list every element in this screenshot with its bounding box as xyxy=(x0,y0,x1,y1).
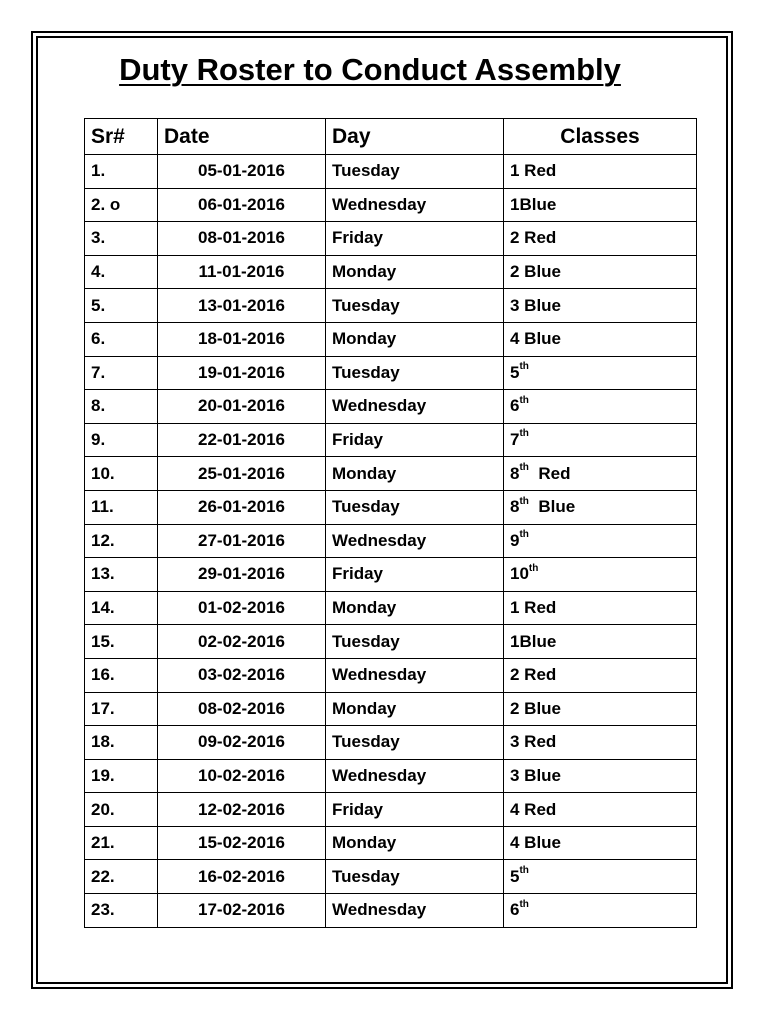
class-label: 4 Red xyxy=(510,799,557,819)
column-header-sr: Sr# xyxy=(85,119,158,155)
cell-date: 29-01-2016 xyxy=(158,558,326,592)
cell-classes xyxy=(504,390,697,424)
cell-day: Monday xyxy=(326,692,504,726)
cell-day: Monday xyxy=(326,322,504,356)
cell-date: 12-02-2016 xyxy=(158,793,326,827)
cell-day: Monday xyxy=(326,591,504,625)
class-label: 10 xyxy=(510,564,529,584)
class-label: 8 xyxy=(510,463,520,483)
cell-sr: 19. xyxy=(85,759,158,793)
class-label: 6 xyxy=(510,396,520,416)
cell-classes xyxy=(504,524,697,558)
cell-sr: 17. xyxy=(85,692,158,726)
class-label: 3 Blue xyxy=(510,295,562,315)
cell-date: 18-01-2016 xyxy=(158,322,326,356)
cell-classes xyxy=(504,322,697,356)
class-label: 5 xyxy=(510,362,520,382)
cell-sr: 22. xyxy=(85,860,158,894)
page-title: Duty Roster to Conduct Assembly xyxy=(119,52,621,87)
cell-day: Wednesday xyxy=(326,188,504,222)
column-header-day: Day xyxy=(326,119,504,155)
table-header-row xyxy=(85,119,697,155)
cell-date: 10-02-2016 xyxy=(158,759,326,793)
class-label: 8 xyxy=(510,497,520,517)
cell-date: 09-02-2016 xyxy=(158,726,326,760)
cell-day: Friday xyxy=(326,793,504,827)
cell-classes xyxy=(504,860,697,894)
cell-day: Wednesday xyxy=(326,894,504,928)
class-ordinal-suffix: th xyxy=(528,562,539,574)
cell-day: Friday xyxy=(326,222,504,256)
class-color-label: Blue xyxy=(538,497,576,517)
cell-day: Friday xyxy=(326,558,504,592)
table-row xyxy=(85,558,697,592)
table-row xyxy=(85,726,697,760)
cell-classes xyxy=(504,289,697,323)
duty-roster-table xyxy=(84,118,697,928)
cell-classes xyxy=(504,826,697,860)
cell-date: 15-02-2016 xyxy=(158,826,326,860)
cell-classes xyxy=(504,625,697,659)
column-header-date: Date xyxy=(158,119,326,155)
cell-day: Tuesday xyxy=(326,289,504,323)
cell-classes xyxy=(504,658,697,692)
cell-day: Wednesday xyxy=(326,759,504,793)
table-row xyxy=(85,457,697,491)
table-row xyxy=(85,222,697,256)
cell-classes xyxy=(504,490,697,524)
cell-day: Monday xyxy=(326,255,504,289)
class-color-label: Red xyxy=(538,463,571,483)
class-label: 4 Blue xyxy=(510,833,562,853)
class-label: 2 Blue xyxy=(510,698,562,718)
table-row xyxy=(85,591,697,625)
table-row xyxy=(85,390,697,424)
cell-sr: 18. xyxy=(85,726,158,760)
cell-classes xyxy=(504,255,697,289)
cell-day: Tuesday xyxy=(326,860,504,894)
class-label: 6 xyxy=(510,900,520,920)
cell-day: Wednesday xyxy=(326,390,504,424)
table-row xyxy=(85,356,697,390)
cell-date: 19-01-2016 xyxy=(158,356,326,390)
class-label: 1Blue xyxy=(510,631,557,651)
cell-day: Wednesday xyxy=(326,524,504,558)
class-label: 3 Red xyxy=(510,732,557,752)
cell-sr: 10. xyxy=(85,457,158,491)
class-ordinal-suffix: th xyxy=(519,361,529,373)
cell-date: 13-01-2016 xyxy=(158,289,326,323)
cell-day: Tuesday xyxy=(326,490,504,524)
cell-date: 27-01-2016 xyxy=(158,524,326,558)
cell-day: Monday xyxy=(326,826,504,860)
table-row xyxy=(85,826,697,860)
cell-day: Friday xyxy=(326,423,504,457)
cell-classes xyxy=(504,726,697,760)
cell-sr: 1. xyxy=(85,155,158,189)
cell-sr: 4. xyxy=(85,255,158,289)
class-label: 1Blue xyxy=(510,194,557,214)
cell-classes xyxy=(504,222,697,256)
cell-classes xyxy=(504,558,697,592)
cell-day: Monday xyxy=(326,457,504,491)
class-label: 2 Blue xyxy=(510,262,562,282)
class-ordinal-suffix: th xyxy=(519,495,529,507)
class-ordinal-suffix: th xyxy=(519,428,529,440)
table-row xyxy=(85,490,697,524)
class-ordinal-suffix: th xyxy=(519,865,529,877)
cell-date: 01-02-2016 xyxy=(158,591,326,625)
cell-sr: 5. xyxy=(85,289,158,323)
cell-date: 08-01-2016 xyxy=(158,222,326,256)
cell-sr: 15. xyxy=(85,625,158,659)
table-row xyxy=(85,289,697,323)
cell-date: 16-02-2016 xyxy=(158,860,326,894)
cell-date: 17-02-2016 xyxy=(158,894,326,928)
cell-day: Tuesday xyxy=(326,155,504,189)
table-row xyxy=(85,793,697,827)
cell-date: 02-02-2016 xyxy=(158,625,326,659)
class-ordinal-suffix: th xyxy=(519,529,529,541)
table-row xyxy=(85,188,697,222)
cell-sr: 12. xyxy=(85,524,158,558)
class-label: 1 Red xyxy=(510,161,557,181)
cell-classes xyxy=(504,356,697,390)
cell-classes xyxy=(504,692,697,726)
class-label: 4 Blue xyxy=(510,329,562,349)
cell-sr: 13. xyxy=(85,558,158,592)
table-row xyxy=(85,692,697,726)
cell-date: 05-01-2016 xyxy=(158,155,326,189)
class-ordinal-suffix: th xyxy=(519,394,529,406)
cell-date: 03-02-2016 xyxy=(158,658,326,692)
cell-sr: 3. xyxy=(85,222,158,256)
table-row xyxy=(85,860,697,894)
cell-date: 26-01-2016 xyxy=(158,490,326,524)
cell-classes xyxy=(504,155,697,189)
class-ordinal-suffix: th xyxy=(519,898,529,910)
cell-sr: 23. xyxy=(85,894,158,928)
cell-sr: 21. xyxy=(85,826,158,860)
cell-sr: 14. xyxy=(85,591,158,625)
cell-day: Tuesday xyxy=(326,726,504,760)
cell-sr: 8. xyxy=(85,390,158,424)
class-label: 2 Red xyxy=(510,228,557,248)
cell-sr: 20. xyxy=(85,793,158,827)
cell-classes xyxy=(504,188,697,222)
cell-day: Tuesday xyxy=(326,625,504,659)
cell-date: 22-01-2016 xyxy=(158,423,326,457)
table-row xyxy=(85,255,697,289)
cell-classes xyxy=(504,423,697,457)
cell-classes xyxy=(504,457,697,491)
cell-sr: 16. xyxy=(85,658,158,692)
class-label: 9 xyxy=(510,530,520,550)
cell-day: Tuesday xyxy=(326,356,504,390)
class-label: 1 Red xyxy=(510,598,557,618)
cell-date: 08-02-2016 xyxy=(158,692,326,726)
table-row xyxy=(85,894,697,928)
cell-date: 11-01-2016 xyxy=(158,255,326,289)
table-row xyxy=(85,524,697,558)
cell-classes xyxy=(504,894,697,928)
cell-classes xyxy=(504,591,697,625)
table-row xyxy=(85,322,697,356)
column-header-classes: Classes xyxy=(504,119,697,155)
table-row xyxy=(85,423,697,457)
cell-date: 25-01-2016 xyxy=(158,457,326,491)
cell-date: 20-01-2016 xyxy=(158,390,326,424)
cell-sr: 11. xyxy=(85,490,158,524)
table-row xyxy=(85,658,697,692)
class-label: 2 Red xyxy=(510,665,557,685)
table-row xyxy=(85,625,697,659)
class-label: 7 xyxy=(510,430,520,450)
table-body xyxy=(85,155,697,928)
cell-sr: 9. xyxy=(85,423,158,457)
class-label: 3 Blue xyxy=(510,765,562,785)
cell-classes xyxy=(504,759,697,793)
cell-sr: 2. o xyxy=(85,188,158,222)
cell-sr: 6. xyxy=(85,322,158,356)
class-label: 5 xyxy=(510,866,520,886)
cell-date: 06-01-2016 xyxy=(158,188,326,222)
table-row xyxy=(85,759,697,793)
table-row xyxy=(85,155,697,189)
cell-day: Wednesday xyxy=(326,658,504,692)
cell-classes xyxy=(504,793,697,827)
cell-sr: 7. xyxy=(85,356,158,390)
class-ordinal-suffix: th xyxy=(519,461,529,473)
